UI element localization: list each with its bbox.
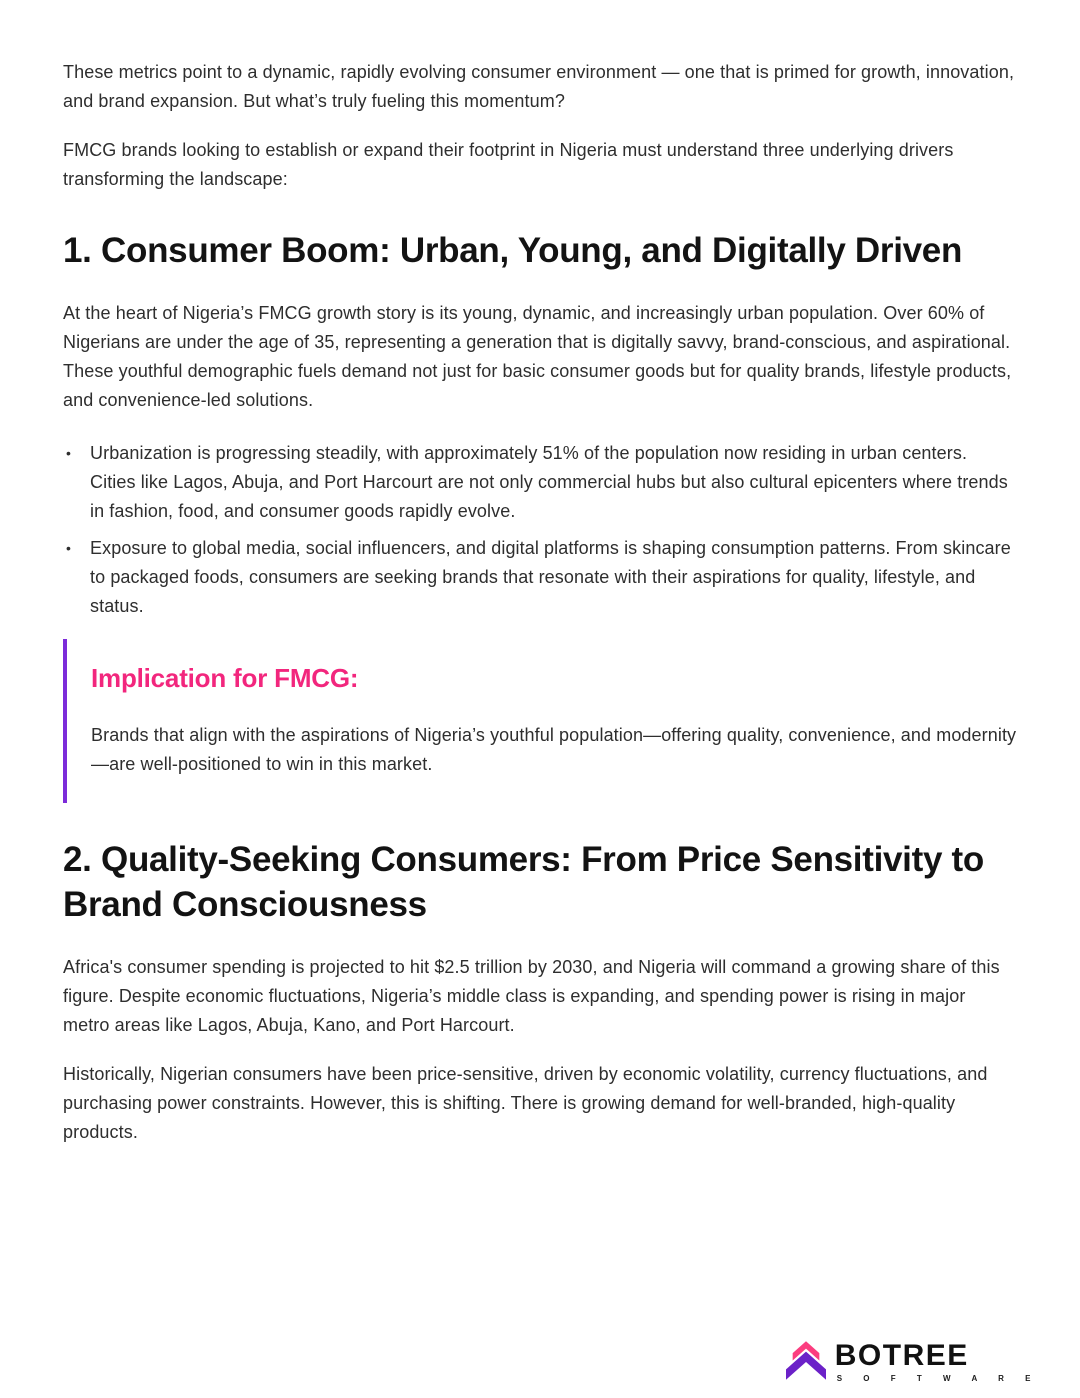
logo-subtext: S O F T W A R E (836, 1374, 1040, 1383)
bullet-text: Exposure to global media, social influencers, and digital platforms is shaping consumption patterns. From skincare to packaged foods, consumers are seeking brands that resonate with their aspirations for quality, lifestyle, and status. (90, 538, 1011, 616)
logo-brand-text: BOTREE (834, 1339, 969, 1372)
section-1-bullet-list (63, 439, 1017, 621)
section-2-paragraph-2: Historically, Nigerian consumers have been price-sensitive, driven by economic volatility, currency fluctuations, and purchasing power constraints. However, this is shifting. There is growing demand for well-branded, high-quality products. (63, 1064, 988, 1142)
bullet-icon: • (66, 445, 71, 461)
intro-paragraph-2: FMCG brands looking to establish or expand their footprint in Nigeria must understand three underlying drivers transforming the landscape: (63, 140, 954, 189)
callout-heading: Implication for FMCG: (91, 663, 359, 693)
intro-paragraph-1: These metrics point to a dynamic, rapidly evolving consumer environment — one that is primed for growth, innovation, and brand expansion. But what’s truly fueling this momentum? (63, 62, 1015, 111)
bullet-text: Urbanization is progressing steadily, with approximately 51% of the population now residing in urban centers. Cities like Lagos, Abuja, and Port Harcourt are not only commercial hubs but also cultural epicenters where trends in fashion, food, and consumer goods rapidly evolve. (90, 443, 1008, 521)
list-item (63, 439, 1017, 526)
double-chevron-up-icon (786, 1340, 826, 1384)
botree-logo (786, 1340, 1040, 1384)
section-2-heading: 2. Quality-Seeking Consumers: From Price Sensitivity to Brand Consciousness (63, 840, 984, 924)
section-1-paragraph: At the heart of Nigeria’s FMCG growth story is its young, dynamic, and increasingly urban population. Over 60% of Nigerians are under the age of 35, representing a generation that is digitally savvy, brand-conscious, and aspirational. These youthful demographic fuels demand not just for basic consumer goods but for quality brands, lifestyle products, and convenience-led solutions. (63, 303, 1012, 410)
implication-callout (63, 639, 1017, 803)
logo-wordmark-block (835, 1341, 1040, 1383)
bullet-icon: • (66, 540, 71, 556)
list-item (63, 534, 1017, 621)
section-1-heading: 1. Consumer Boom: Urban, Young, and Digitally Driven (63, 231, 963, 270)
callout-body: Brands that align with the aspirations of Nigeria’s youthful population—offering quality, convenience, and modernity—are well-positioned to win in this market. (91, 725, 1017, 774)
section-2-paragraph-1: Africa's consumer spending is projected to hit $2.5 trillion by 2030, and Nigeria will command a growing share of this figure. Despite economic fluctuations, Nigeria’s middle class is expanding, and spending power is rising in major metro areas like Lagos, Abuja, Kano, and Port Harcourt. (63, 957, 1000, 1035)
